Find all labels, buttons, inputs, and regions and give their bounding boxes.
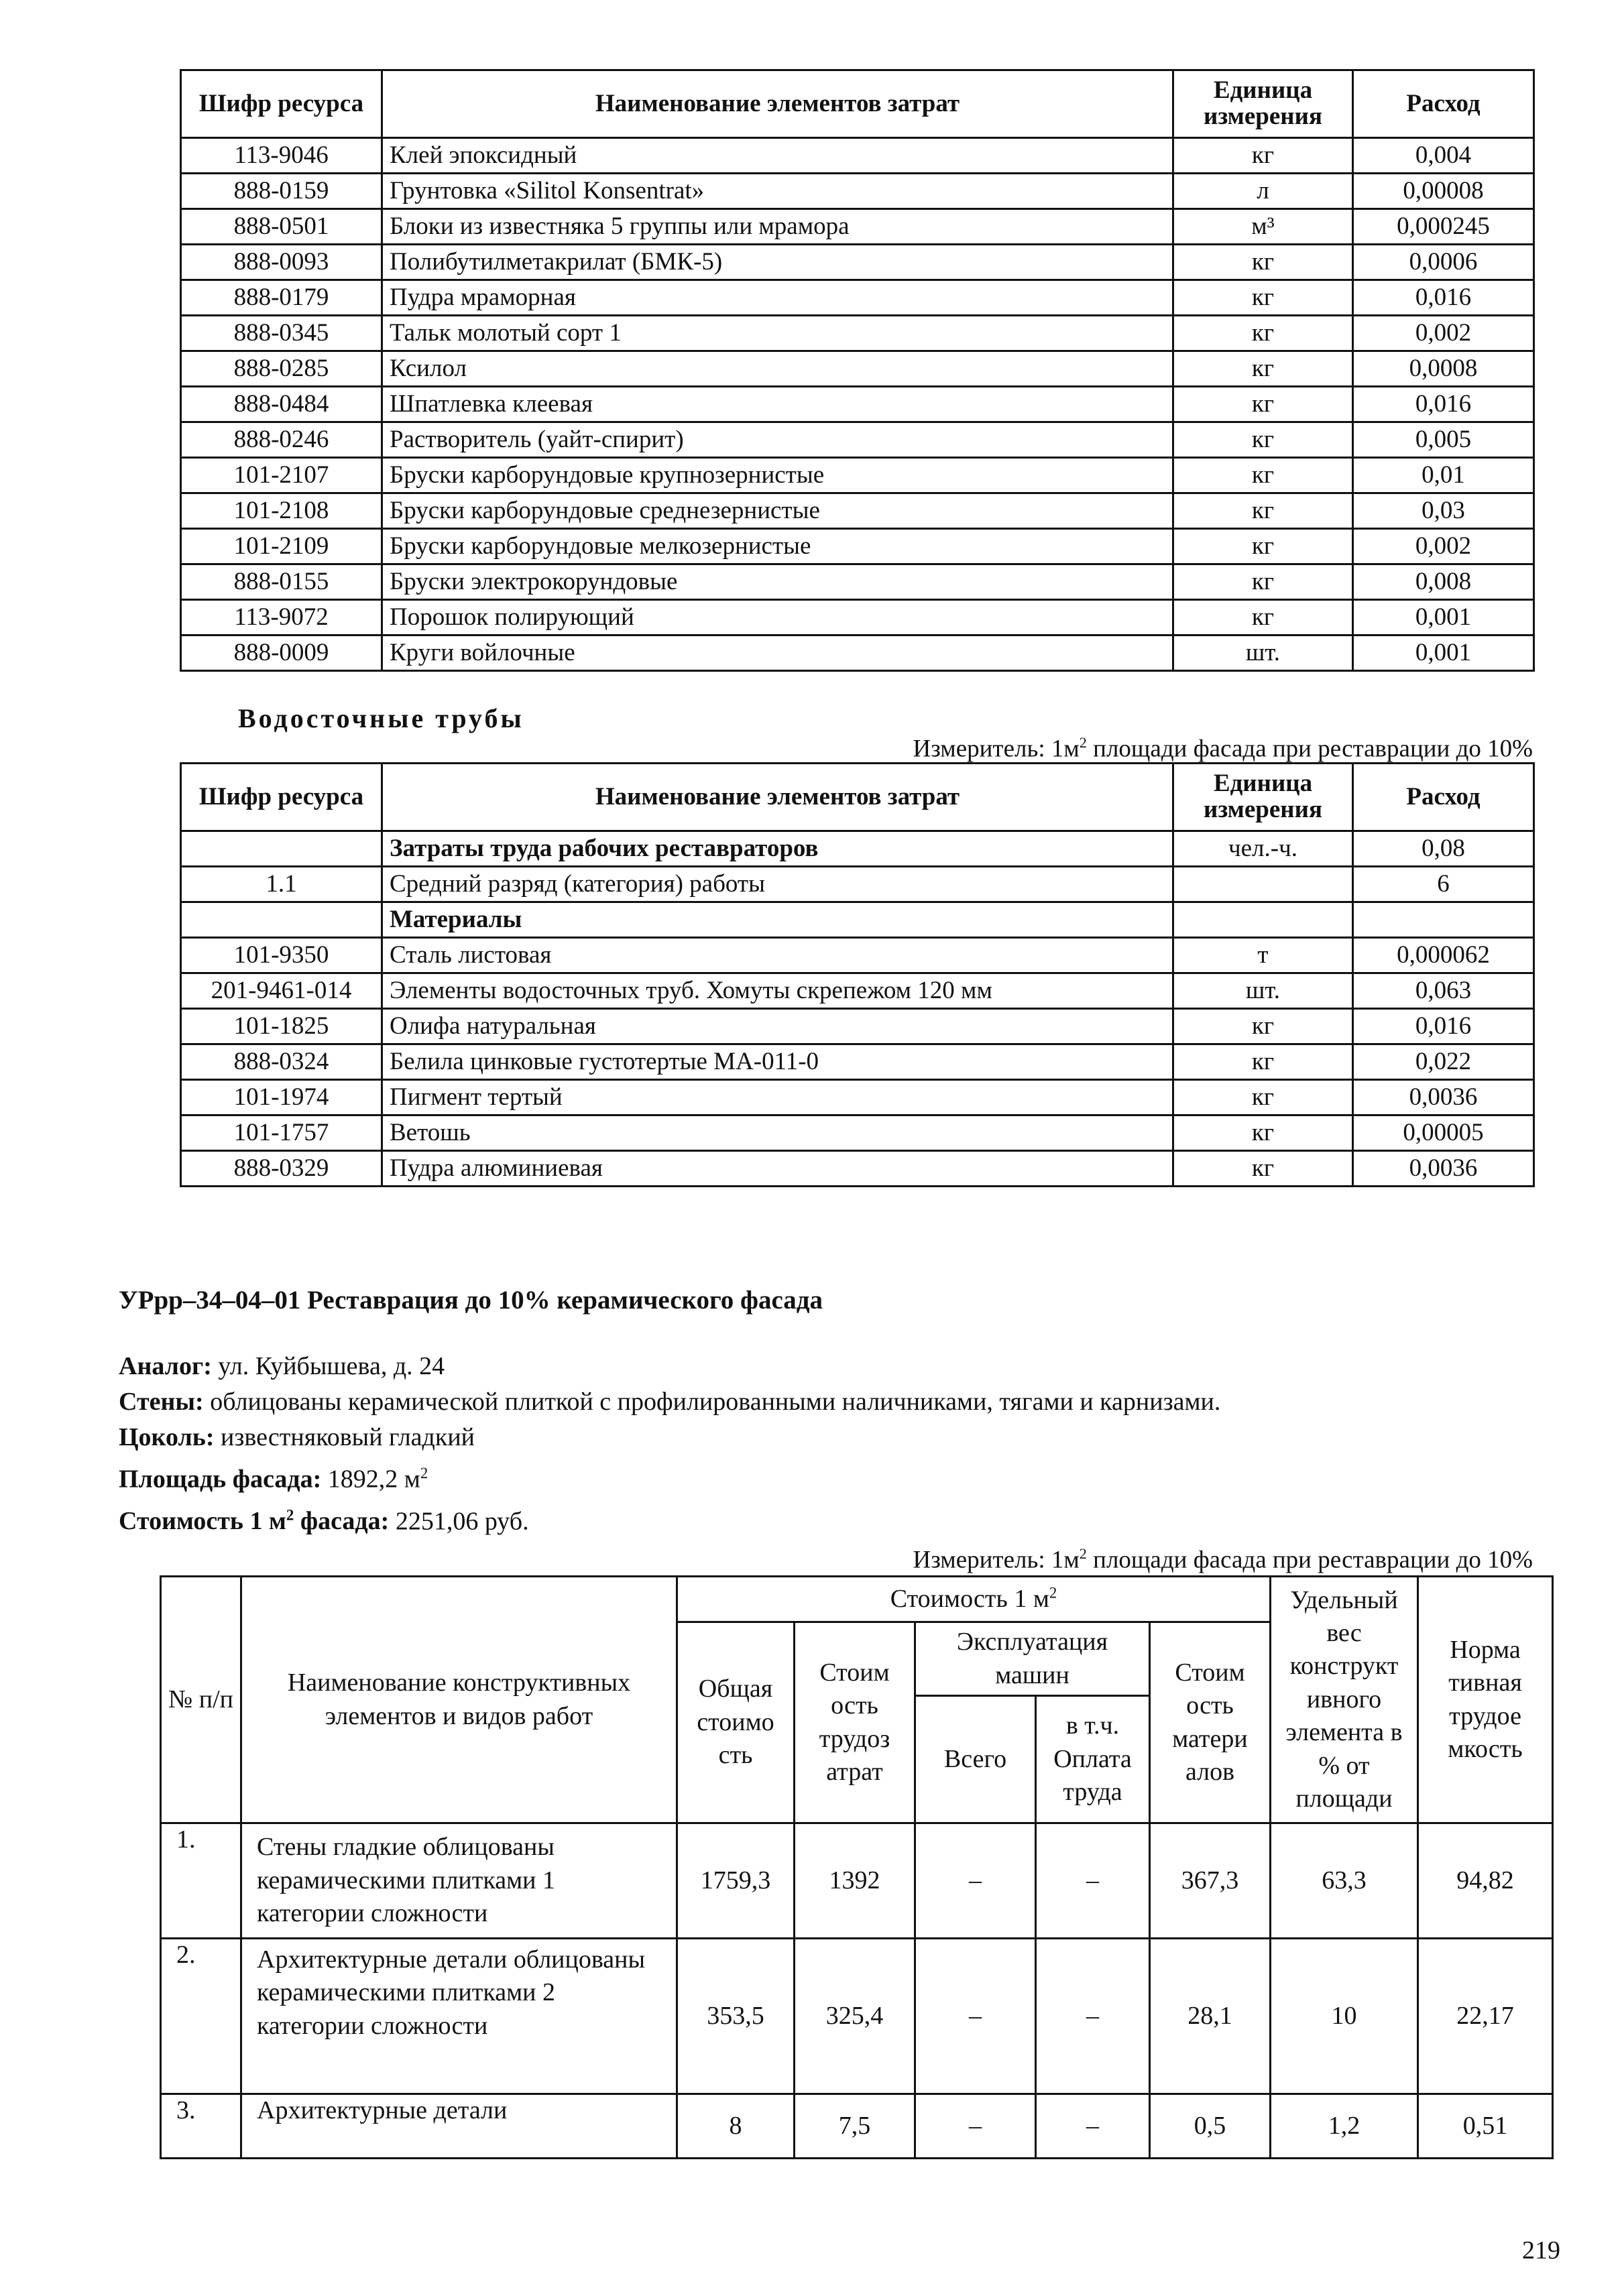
cost-value: 2251,06 руб.: [389, 1507, 529, 1536]
table-row: [181, 387, 1534, 422]
cell-code: [181, 831, 382, 867]
plinth-value: известняковый гладкий: [214, 1423, 475, 1451]
measure-prefix: Измеритель: 1м: [913, 1546, 1080, 1574]
cost-label-sup: 2: [286, 1506, 294, 1524]
cell-name: Бруски электрокорундовые: [382, 564, 1173, 600]
cell-unit: [1173, 867, 1353, 902]
cell-qty: 0,0006: [1353, 245, 1534, 280]
header-machines-wage: в т.ч. Оплата труда: [1036, 1696, 1150, 1823]
table-header-row: [181, 764, 1534, 831]
table-header-row: [181, 70, 1534, 138]
cell-unit: кг: [1173, 387, 1353, 422]
cell-unit: кг: [1173, 280, 1353, 316]
cell-qty: 0,016: [1353, 387, 1534, 422]
cell-machines-wage: –: [1036, 1823, 1150, 1939]
cell-total: 353,5: [677, 1939, 795, 2094]
table-row: [181, 600, 1534, 636]
cell-code: 101-1825: [181, 1009, 382, 1044]
cell-share: 63,3: [1271, 1823, 1418, 1939]
measure-sup: 2: [1079, 1545, 1087, 1562]
table-row: [181, 636, 1534, 671]
cell-unit: чел.-ч.: [1173, 831, 1353, 867]
cell-labor: 325,4: [795, 1939, 915, 2094]
cell-name: Растворитель (уайт-спирит): [382, 422, 1173, 458]
cell-norm: 22,17: [1418, 1939, 1553, 2094]
cell-code: 101-2107: [181, 458, 382, 493]
object-info: [119, 1349, 1220, 1539]
walls-line: [119, 1384, 1220, 1420]
area-label: Площадь фасада:: [119, 1465, 322, 1494]
cell-qty: 0,004: [1353, 138, 1534, 174]
cell-name: Бруски карборундовые мелкозернистые: [382, 529, 1173, 564]
measure-suffix: площади фасада при реставрации до 10%: [1086, 735, 1533, 763]
cell-code: 888-0093: [181, 245, 382, 280]
cell-name: Пудра мраморная: [382, 280, 1173, 316]
cell-unit: кг: [1173, 1115, 1353, 1151]
analog-value: ул. Куйбышева, д. 24: [211, 1352, 445, 1380]
table-row: [181, 564, 1534, 600]
cell-unit: кг: [1173, 422, 1353, 458]
measure-prefix: Измеритель: 1м: [913, 735, 1080, 763]
cell-materials: 28,1: [1150, 1939, 1271, 2094]
section-title-ceramic-facade: УРрр–34–04–01 Реставрация до 10% керамического фасада: [119, 1286, 823, 1315]
header-machines-all: Всего: [915, 1696, 1036, 1823]
cell-unit: кг: [1173, 1151, 1353, 1187]
table-row: [181, 1115, 1534, 1151]
header-name: Наименование конструктивных элементов и видов работ: [241, 1577, 677, 1823]
header-total: Общая стоимо сть: [677, 1622, 795, 1823]
cell-unit: кг: [1173, 1080, 1353, 1115]
cell-name: Материалы: [382, 902, 1173, 938]
table-row: [161, 1939, 1553, 2094]
header-cost: [677, 1577, 1271, 1622]
cell-qty: 0,008: [1353, 564, 1534, 600]
cell-qty: 0,016: [1353, 1009, 1534, 1044]
table-row: [181, 351, 1534, 387]
cell-machines-all: –: [915, 1939, 1036, 2094]
cell-qty: 0,00005: [1353, 1115, 1534, 1151]
cell-qty: 0,01: [1353, 458, 1534, 493]
cell-unit: кг: [1173, 600, 1353, 636]
cell-qty: 0,002: [1353, 529, 1534, 564]
header-norm: Норма тивная трудое мкость: [1418, 1577, 1553, 1823]
cell-name: Ветошь: [382, 1115, 1173, 1151]
measure-sup: 2: [1079, 734, 1087, 751]
cell-unit: шт.: [1173, 636, 1353, 671]
cell-qty: 0,016: [1353, 280, 1534, 316]
table-row: [181, 316, 1534, 351]
cell-name: Бруски карборундовые среднезернистые: [382, 493, 1173, 529]
header-name: Наименование элементов затрат: [382, 764, 1173, 831]
header-unit: Единица измерения: [1173, 70, 1353, 138]
header-share: Удельный вес конструкт ивного элемента в % от площади: [1271, 1577, 1418, 1823]
cell-code: 888-0329: [181, 1151, 382, 1187]
cell-machines-all: –: [915, 2094, 1036, 2159]
cell-name: Стены гладкие облицованы керамическими плитками 1 категории сложности: [241, 1823, 677, 1939]
cell-name: Архитектурные детали: [241, 2094, 677, 2159]
cost-line: [119, 1498, 1220, 1540]
header-code: Шифр ресурса: [181, 764, 382, 831]
cell-code: 888-0246: [181, 422, 382, 458]
table-row: [181, 209, 1534, 245]
cell-qty: 0,0036: [1353, 1080, 1534, 1115]
cell-unit: кг: [1173, 316, 1353, 351]
cell-unit: кг: [1173, 458, 1353, 493]
cell-name: Шпатлевка клеевая: [382, 387, 1173, 422]
table-row: [181, 138, 1534, 174]
cell-unit: л: [1173, 174, 1353, 209]
cell-qty: 0,001: [1353, 600, 1534, 636]
cell-unit: шт.: [1173, 973, 1353, 1009]
cell-qty: 0,08: [1353, 831, 1534, 867]
cell-code: 201-9461-014: [181, 973, 382, 1009]
cell-name: Пудра алюминиевая: [382, 1151, 1173, 1187]
cell-qty: 0,001: [1353, 636, 1534, 671]
walls-value: облицованы керамической плиткой с профилированными наличниками, тягами и карнизами.: [203, 1388, 1221, 1416]
cell-qty: 0,002: [1353, 316, 1534, 351]
measure-suffix: площади фасада при реставрации до 10%: [1086, 1546, 1533, 1574]
cell-qty: 0,022: [1353, 1044, 1534, 1080]
cell-materials: 0,5: [1150, 2094, 1271, 2159]
cell-qty: 0,005: [1353, 422, 1534, 458]
table-row: [181, 493, 1534, 529]
cell-code: 888-0345: [181, 316, 382, 351]
table-row: [181, 867, 1534, 902]
table-row: [161, 1823, 1553, 1939]
cell-name: Элементы водосточных труб. Хомуты скрепежом 120 мм: [382, 973, 1173, 1009]
cell-machines-wage: –: [1036, 1939, 1150, 2094]
table-row: [161, 2094, 1553, 2159]
cell-qty: 0,0036: [1353, 1151, 1534, 1187]
cell-qty: 0,0008: [1353, 351, 1534, 387]
header-machines: Эксплуатация машин: [915, 1622, 1150, 1696]
table-row: [181, 938, 1534, 973]
cell-code: [181, 902, 382, 938]
cell-code: 101-1757: [181, 1115, 382, 1151]
table-row: [181, 973, 1534, 1009]
cell-qty: 0,03: [1353, 493, 1534, 529]
cell-code: 1.1: [181, 867, 382, 902]
cost-label: [119, 1507, 389, 1535]
cell-name: Сталь листовая: [382, 938, 1173, 973]
table-row: [181, 1151, 1534, 1187]
cell-code: 101-1974: [181, 1080, 382, 1115]
cell-code: 888-0484: [181, 387, 382, 422]
cell-num: 3.: [161, 2094, 241, 2159]
cell-unit: кг: [1173, 529, 1353, 564]
cell-unit: т: [1173, 938, 1353, 973]
cell-unit: кг: [1173, 1009, 1353, 1044]
table-row: [181, 458, 1534, 493]
header-materials: Стоим ость матери алов: [1150, 1622, 1271, 1823]
resources-table-1: [180, 69, 1535, 672]
cell-qty: 6: [1353, 867, 1534, 902]
cell-unit: м³: [1173, 209, 1353, 245]
cell-code: 888-0179: [181, 280, 382, 316]
cell-qty: [1353, 902, 1534, 938]
header-cost-sup: 2: [1049, 1584, 1057, 1602]
cell-materials: 367,3: [1150, 1823, 1271, 1939]
cell-qty: 0,063: [1353, 973, 1534, 1009]
cell-labor: 7,5: [795, 2094, 915, 2159]
table-row: [181, 529, 1534, 564]
cell-code: 113-9046: [181, 138, 382, 174]
cell-name: Средний разряд (категория) работы: [382, 867, 1173, 902]
cell-name: Грунтовка «Silitol Konsentrat»: [382, 174, 1173, 209]
cell-total: 8: [677, 2094, 795, 2159]
area-value: 1892,2 м: [321, 1465, 420, 1494]
cell-code: 888-0155: [181, 564, 382, 600]
cell-unit: кг: [1173, 351, 1353, 387]
cell-name: Круги войлочные: [382, 636, 1173, 671]
cell-code: 888-0324: [181, 1044, 382, 1080]
header-code: Шифр ресурса: [181, 70, 382, 138]
page-number: 219: [1522, 2236, 1560, 2264]
cell-unit: кг: [1173, 1044, 1353, 1080]
plinth-label: Цоколь:: [119, 1423, 215, 1451]
cell-code: 113-9072: [181, 600, 382, 636]
table-row: [181, 1009, 1534, 1044]
cell-name: Ксилол: [382, 351, 1173, 387]
cell-code: 101-9350: [181, 938, 382, 973]
cell-total: 1759,3: [677, 1823, 795, 1939]
cell-code: 888-0501: [181, 209, 382, 245]
cell-code: 101-2108: [181, 493, 382, 529]
cost-structure-table: [160, 1575, 1554, 2159]
cell-name: Затраты труда рабочих реставраторов: [382, 831, 1173, 867]
header-unit: Единица измерения: [1173, 764, 1353, 831]
section-heading-drainpipes: Водосточные трубы: [238, 703, 524, 733]
cell-num: 2.: [161, 1939, 241, 2094]
cell-num: 1.: [161, 1823, 241, 1939]
resources-table-2: [180, 762, 1535, 1187]
cell-name: Порошок полирующий: [382, 600, 1173, 636]
cell-code: 101-2109: [181, 529, 382, 564]
cell-unit: [1173, 902, 1353, 938]
header-cost-text: Стоимость 1 м: [890, 1584, 1049, 1613]
cell-qty: 0,000245: [1353, 209, 1534, 245]
analog-line: [119, 1349, 1220, 1384]
cell-share: 1,2: [1271, 2094, 1418, 2159]
table-row: [181, 831, 1534, 867]
cell-code: 888-0285: [181, 351, 382, 387]
table-header-row: [161, 1577, 1553, 1622]
header-name: Наименование элементов затрат: [382, 70, 1173, 138]
walls-label: Стены:: [119, 1388, 204, 1416]
cell-name: Клей эпоксидный: [382, 138, 1173, 174]
header-qty: Расход: [1353, 764, 1534, 831]
cell-name: Бруски карборундовые крупнозернистые: [382, 458, 1173, 493]
header-num: № п/п: [161, 1577, 241, 1823]
table-row: [181, 902, 1534, 938]
cell-norm: 0,51: [1418, 2094, 1553, 2159]
cell-code: 888-0159: [181, 174, 382, 209]
cell-name: Пигмент тертый: [382, 1080, 1173, 1115]
table-row: [181, 280, 1534, 316]
table-row: [181, 1044, 1534, 1080]
cell-name: Архитектурные детали облицованы керамическими плитками 2 категории сложности: [241, 1939, 677, 2094]
plinth-line: [119, 1420, 1220, 1455]
area-sup: 2: [420, 1465, 428, 1482]
cell-machines-all: –: [915, 1823, 1036, 1939]
cell-labor: 1392: [795, 1823, 915, 1939]
table-row: [181, 174, 1534, 209]
cell-share: 10: [1271, 1939, 1418, 2094]
table-row: [181, 245, 1534, 280]
cell-norm: 94,82: [1418, 1823, 1553, 1939]
cost-label-a: Стоимость 1 м: [119, 1507, 286, 1536]
table-row: [181, 422, 1534, 458]
cell-name: Белила цинковые густотертые МА-011-0: [382, 1044, 1173, 1080]
measure-note-1: [913, 734, 1533, 763]
table-row: [181, 1080, 1534, 1115]
cell-machines-wage: –: [1036, 2094, 1150, 2159]
cell-qty: 0,000062: [1353, 938, 1534, 973]
cell-name: Олифа натуральная: [382, 1009, 1173, 1044]
cell-name: Полибутилметакрилат (БМК-5): [382, 245, 1173, 280]
cell-unit: кг: [1173, 493, 1353, 529]
analog-label: Аналог:: [119, 1352, 212, 1380]
header-labor: Стоим ость трудоз атрат: [795, 1622, 915, 1823]
area-line: [119, 1455, 1220, 1498]
cell-unit: кг: [1173, 138, 1353, 174]
cell-qty: 0,00008: [1353, 174, 1534, 209]
cell-name: Блоки из известняка 5 группы или мрамора: [382, 209, 1173, 245]
cost-label-b: фасада:: [294, 1507, 390, 1536]
cell-unit: кг: [1173, 564, 1353, 600]
header-qty: Расход: [1353, 70, 1534, 138]
cell-code: 888-0009: [181, 636, 382, 671]
measure-note-2: [913, 1545, 1533, 1574]
cell-name: Тальк молотый сорт 1: [382, 316, 1173, 351]
cell-unit: кг: [1173, 245, 1353, 280]
